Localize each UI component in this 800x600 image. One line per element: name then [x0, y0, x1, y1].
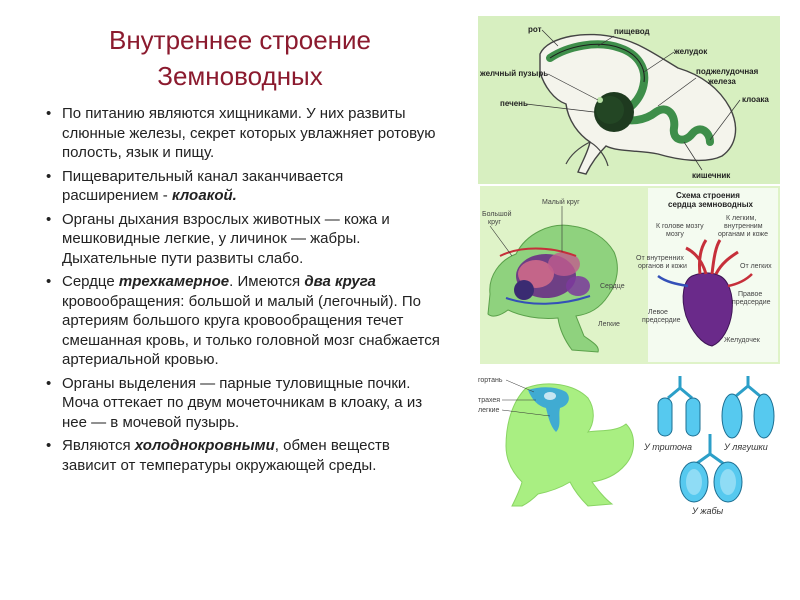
label-stomach: желудок — [674, 47, 708, 56]
label-from-organs-2: органов и кожи — [638, 263, 687, 270]
label-to-lungs-3: органам и коже — [718, 231, 768, 238]
label-to-brain-2: мозгу — [666, 231, 684, 238]
bullet-text: По питанию являются хищниками. У них развиты слюнные железы, секрет которых увлажняет ротовую полость, язык и пищу. — [62, 105, 436, 161]
label-small-circle: Малый круг — [542, 199, 580, 206]
label-ventricle: Желудочек — [724, 337, 760, 344]
title-line-2: Земноводных — [157, 61, 323, 91]
bullet-emphasis: клоакой. — [171, 187, 237, 204]
respiratory-diagram — [476, 372, 640, 510]
bullet-emphasis: холоднокровными — [134, 437, 275, 454]
bullet-text: кровообращения: большой и малый (легочный). По артериям большого круга кровообращения течет смешанная кровь, и только головной мозг снабжается артериальной кровью. — [62, 292, 440, 368]
label-liver: печень — [500, 99, 528, 108]
label-esophagus: пищевод — [614, 27, 650, 36]
label-left-atrium: Левое — [648, 309, 668, 316]
label-mouth: рот — [528, 25, 542, 34]
label-big-circle-2: круг — [488, 219, 501, 226]
label-trachea: трахея — [478, 397, 501, 404]
bullet-heart — [44, 272, 444, 370]
bullet-digestive — [44, 167, 444, 206]
bullet-text: Являются — [62, 437, 135, 454]
label-lungs-small: легкие — [478, 407, 500, 414]
bullet-excretion — [44, 374, 444, 433]
label-right-atrium-2: предсердие — [732, 299, 771, 306]
bullet-text: Сердце — [62, 273, 119, 290]
title-line-1: Внутреннее строение — [108, 25, 372, 55]
circulation-diagram — [480, 186, 780, 364]
bullet-text: Органы дыхания взрослых животных — кожа и мешковидные легкие, у личинок — жабры. Дыхательные пути развиты слабо. — [62, 210, 390, 267]
label-intestine: кишечник — [692, 171, 731, 180]
label-larynx: гортань — [478, 377, 503, 384]
bullet-emphasis: два круга — [304, 273, 376, 290]
label-lungs: Легкие — [598, 321, 620, 328]
lungs-diagram — [640, 370, 790, 520]
scheme-title-2: сердца земноводных — [668, 200, 753, 209]
bullet-text: . Имеются — [229, 273, 305, 290]
label-toad: У жабы — [692, 506, 724, 516]
label-cloaca: клоака — [742, 95, 769, 104]
label-from-lungs: От легких — [740, 263, 772, 270]
bullet-emphasis: трехкамерное — [118, 273, 230, 290]
label-right-atrium: Правое — [738, 291, 763, 298]
bullet-respiration — [44, 210, 444, 269]
label-pancreas-2: железа — [708, 77, 736, 86]
label-from-organs: От внутренних — [636, 255, 684, 262]
label-to-lungs-2: внутренним — [724, 223, 763, 230]
label-newt: У тритона — [644, 442, 693, 452]
label-left-atrium-2: предсердие — [642, 317, 681, 324]
scheme-title: Схема строения — [676, 191, 740, 200]
label-heart: Сердце — [600, 283, 625, 290]
label-gallbladder: желчный пузырь — [480, 69, 549, 78]
bullet-text: Пищеварительный канал заканчивается расширением - — [62, 167, 344, 204]
label-to-brain: К голове мозгу — [656, 223, 704, 230]
frog-lungs-icon — [722, 376, 774, 438]
label-big-circle: Большой — [482, 211, 512, 218]
bullet-list — [44, 104, 444, 479]
bullet-nutrition — [44, 104, 444, 163]
label-pancreas: поджелудочная — [696, 67, 759, 76]
label-to-lungs: К легким, — [726, 215, 757, 222]
bullet-text: , обмен веществ зависит от температуры окружающей среды. — [62, 437, 390, 474]
label-frog: У лягушки — [724, 442, 768, 452]
bullet-coldblooded — [44, 436, 444, 475]
newt-lungs-icon — [658, 376, 700, 436]
page-title — [40, 22, 440, 94]
bullet-text: Органы выделения — парные туловищные почки. Моча оттекает по двум мочеточникам в клоаку, а из нее — в мочевой пузырь. — [62, 374, 423, 431]
digestive-diagram — [478, 16, 780, 184]
